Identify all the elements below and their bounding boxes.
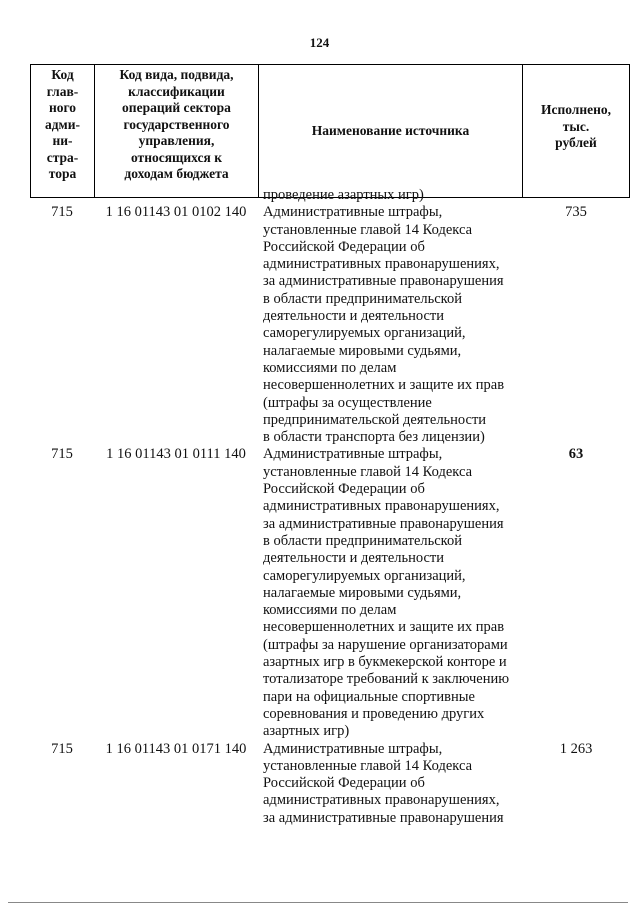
page-bottom-rule bbox=[8, 902, 628, 903]
source-name-line: пари на официальные спортивные bbox=[263, 688, 475, 705]
source-name-line: комиссиями по делам bbox=[263, 602, 397, 619]
source-name-line: тотализаторе требований к заключению bbox=[263, 671, 510, 688]
header-admin-code-line: стра- bbox=[46, 149, 79, 165]
source-name-line: административных правонарушениях, bbox=[263, 498, 500, 515]
source-name-line: деятельности и деятельности bbox=[263, 550, 445, 567]
source-name-line: комиссиями по делам bbox=[263, 359, 397, 376]
header-source-name: Наименование источника bbox=[259, 65, 523, 198]
kbk-code-cell: 1 16 01143 01 0171 140 bbox=[105, 740, 247, 757]
source-name-line: за административные правонарушения bbox=[263, 809, 504, 826]
source-name-line: налагаемые мировыми судьями, bbox=[263, 584, 462, 601]
continuation-row bbox=[0, 187, 639, 204]
header-admin-code bbox=[31, 65, 95, 198]
table-header bbox=[30, 64, 630, 198]
source-name-cell bbox=[263, 204, 521, 446]
source-name-line: административных правонарушениях, bbox=[263, 256, 500, 273]
admin-code-cell: 715 bbox=[51, 204, 73, 221]
header-executed-amount bbox=[523, 65, 630, 198]
continuation-text: проведение азартных игр) bbox=[263, 187, 424, 203]
header-kbk-code-line: относящихся к bbox=[130, 149, 222, 165]
source-name-line: Административные штрафы, bbox=[263, 204, 443, 221]
source-name-line: (штрафы за нарушение организаторами bbox=[263, 636, 508, 653]
table-row bbox=[0, 204, 639, 446]
source-name-line: несовершеннолетних и защите их прав bbox=[263, 377, 505, 394]
header-executed-amount-line: рублей bbox=[555, 135, 597, 151]
admin-code-cell: 715 bbox=[51, 446, 73, 463]
source-name-line: установленные главой 14 Кодекса bbox=[263, 757, 473, 774]
source-name-cell bbox=[263, 446, 521, 740]
source-name-line: (штрафы за осуществление bbox=[263, 394, 432, 411]
source-name-line: предпринимательской деятельности bbox=[263, 411, 487, 428]
header-kbk-code-line: доходам бюджета bbox=[124, 166, 229, 181]
source-name-line: за административные правонарушения bbox=[263, 273, 504, 290]
header-kbk-code-line: государственного bbox=[123, 116, 230, 132]
page-number: 124 bbox=[309, 35, 330, 50]
source-name-line: административных правонарушениях, bbox=[263, 792, 500, 809]
source-name-line: несовершеннолетних и защите их прав bbox=[263, 619, 505, 636]
source-name-line: Российской Федерации об bbox=[263, 238, 425, 255]
header-kbk-code-line: управления, bbox=[138, 133, 215, 148]
source-name-line: установленные главой 14 Кодекса bbox=[263, 463, 473, 480]
source-name-line: саморегулируемых организаций, bbox=[263, 325, 466, 342]
table-body bbox=[0, 187, 639, 827]
amount-cell: 63 bbox=[568, 446, 584, 463]
source-name-line: за административные правонарушения bbox=[263, 515, 504, 532]
amount-cell: 1 263 bbox=[559, 740, 593, 757]
header-executed-amount-line: Исполнено, bbox=[540, 102, 612, 118]
header-admin-code-line: тора bbox=[48, 166, 77, 181]
source-name-line: в области предпринимательской bbox=[263, 290, 462, 307]
header-kbk-code bbox=[95, 65, 259, 198]
source-name-line: Российской Федерации об bbox=[263, 481, 425, 498]
source-name-line: Российской Федерации об bbox=[263, 775, 425, 792]
source-name-line: азартных игр) bbox=[263, 723, 350, 740]
source-name-line: деятельности и деятельности bbox=[263, 308, 445, 325]
source-name-line: установленные главой 14 Кодекса bbox=[263, 221, 473, 238]
admin-code-cell: 715 bbox=[51, 740, 73, 757]
source-name-line: в области предпринимательской bbox=[263, 532, 462, 549]
kbk-code-cell: 1 16 01143 01 0102 140 bbox=[105, 204, 247, 221]
header-kbk-code-line: Код вида, подвида, bbox=[119, 67, 234, 82]
table-row bbox=[0, 741, 639, 827]
table-row bbox=[0, 446, 639, 740]
header-admin-code-line: ного bbox=[48, 100, 77, 115]
header-kbk-code-line: операций сектора bbox=[122, 100, 231, 115]
header-admin-code-line: ни- bbox=[52, 133, 73, 148]
source-name-line: Административные штрафы, bbox=[263, 740, 443, 757]
source-name-line: в области транспорта без лицензии) bbox=[263, 429, 485, 446]
source-name-line: Административные штрафы, bbox=[263, 446, 443, 463]
source-name-line: азартных игр в букмекерской конторе и bbox=[263, 654, 507, 671]
header-admin-code-line: адми- bbox=[44, 116, 81, 132]
source-name-line: соревнования и проведению других bbox=[263, 705, 485, 722]
amount-cell: 735 bbox=[565, 204, 587, 221]
header-kbk-code-line: классификации bbox=[128, 83, 225, 99]
header-executed-amount-line: тыс. bbox=[562, 118, 590, 134]
source-name-line: налагаемые мировыми судьями, bbox=[263, 342, 462, 359]
source-name-cell bbox=[263, 741, 521, 827]
kbk-code-cell: 1 16 01143 01 0111 140 bbox=[106, 446, 246, 463]
header-admin-code-line: Код bbox=[51, 67, 74, 82]
source-name-line: саморегулируемых организаций, bbox=[263, 567, 466, 584]
header-admin-code-line: глав- bbox=[46, 83, 79, 99]
